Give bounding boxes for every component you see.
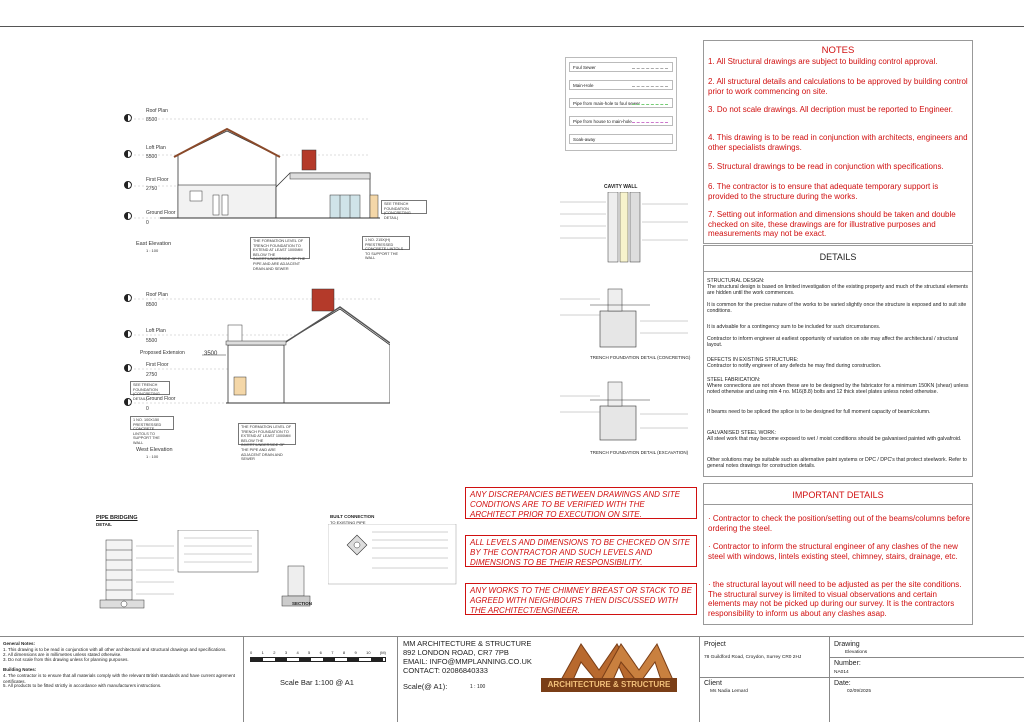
detail-title: CAVITY WALL [604,184,638,190]
details-paragraph: STRUCTURAL DESIGN: The structural design is based on limited investigation of the existing property and much of the structural elements are hidden until the work commences. [707,278,968,297]
elevation-title: West Elevation [136,447,173,453]
company-contact: CONTACT: 02086840333 [403,666,488,675]
callout-note: 1 NO. 100X150 PRESTRESSED CONCRETE LINTOLS TO SUPPORT THE WALL [130,416,174,430]
level-value: 0 [146,220,149,226]
level-name: Ground Floor [146,210,176,216]
note-item: 4. This drawing is to be read in conjunction with architects, engineers and other specialists drawings. [708,133,968,152]
scale-bar [250,650,386,662]
general-note: 3. Do not scale from this drawing unless for planning purposes. [3,657,129,662]
divider [243,636,244,722]
east-elevation-drawing [130,105,390,245]
details-paragraph: If beams need to be spliced the splice is to be designed for full moment capacity of beam/column. [707,409,931,415]
legend-item: Main-Hole [569,80,673,90]
project-label: Project [704,641,726,648]
level-value: 0 [146,406,149,412]
number-value: NA014 [834,670,849,675]
legend-item: Soak-away [569,134,673,144]
callout-note: SEE TRENCH FOUNDATION (CONCRETING DETAIL) [381,200,427,214]
section-label: SECTION [292,601,313,606]
elevation-scale: 1 : 100 [146,454,159,459]
details-panel [703,245,973,477]
legend-item: Pipe from main-hole to foul sewer [569,98,673,108]
date-label: Date: [834,680,851,687]
legend-item: Pipe from house to main-hole [569,116,673,126]
cavity-wall-drawing [560,192,690,264]
note-item: 2. All structural details and calculations to be approved by building control prior to work commencing on site. [708,77,968,96]
divider [699,636,700,722]
notes-title: NOTES [821,45,855,56]
detail-title: PIPE BRIDGING [96,515,138,521]
divider [829,677,1024,678]
level-value: 5500 [146,154,158,160]
company-logo [541,640,677,694]
number-label: Number: [834,660,861,667]
level-value: 5500 [146,338,158,344]
important-item: · Contractor to check the position/setting out of the beams/columns before ordering the steel. [708,514,970,533]
details-paragraph: Other solutions may be suitable such as alternative paint systems or DPC / DPC's that protect steelwork. Refer to general notes drawings for construction details. [707,457,967,470]
general-notes-title: General Notes: [3,641,36,646]
details-paragraph: It is common for the precise nature of the works to be varied slightly once the structure is exposed and to suit site conditions. [707,302,967,315]
detail-caption: TRENCH FOUNDATION DETAIL (CONCRETING) [590,355,691,360]
notes-panel [703,40,973,244]
details-paragraph: Contractor to inform engineer at earliest opportunity of variation on site may affect the architectural / structural layout. [707,336,959,349]
important-title: IMPORTANT DETAILS [792,490,884,500]
details-paragraph: DEFECTS IN EXISTING STRUCTURE: Contractor to notify engineer of any defects he may find during construction. [707,357,882,370]
built-connection-drawing [328,524,458,586]
building-notes-title: Building Notes: [3,667,37,672]
company-name: MM ARCHITECTURE & STRUCTURE [403,639,532,648]
important-item: · the structural layout will need to be adjusted as per the site conditions. The structural survey is limited to visual observations and certain elements may not be picked up during our survey. It is the contractors responsibility to inform us about any clashes asap. [708,580,962,618]
note-item: 7. Setting out information and dimensions should be taken and double checked on site, these drawings are for illustrative purposes and measurements may not be exact. [708,210,956,238]
important-details-panel [703,483,973,625]
details-paragraph: STEEL FABRICATION: Where connections are not shown these are to be designed by the fabricator for a minimum 150KN (shear) unless noted otherwise and using min 4 no. M16(8.8) bolts and 12 thick steel plates unless noted otherwise. [707,377,969,396]
level-name: Roof Plan [146,108,168,114]
details-paragraph: GALVANISED STEEL WORK: All steel work that may become exposed to wet / moist conditions should be galvanised painted with galvafroid. [707,430,962,443]
level-name: Loft Plan [146,145,166,151]
detail-title: BUILT CONNECTION [330,514,375,519]
detail-subtitle: DETAIL [96,522,112,527]
note-item: 6. The contractor is to ensure that adequate temporary support is provided to the structure during the works. [708,182,939,201]
divider [699,677,829,678]
pipe-bridging-drawing [96,530,316,615]
west-elevation-drawing [130,285,390,430]
elevation-title: East Elevation [136,241,172,247]
general-note: 2. All dimensions are in millimetres unless stated otherwise. [3,652,122,657]
building-note: 4. The contractor is to ensure that all materials comply with the relevant British standards and have current agrement certificates. [3,673,236,684]
details-paragraph: It is advisable for a contingency sum to be included for such circumstances. [707,324,881,330]
callout-note: SEE TRENCH FOUNDATION (CONCRETING DETAIL) [130,381,170,395]
level-name: Roof Plan [146,292,168,298]
building-note: 5. All products to be fitted strictly in accordance with manufacturers instructions. [3,683,162,688]
legend-item: Foul Sewer [569,62,673,72]
project-value: 78 Guildford Road, Croydon, Surrey CR0 2HJ [704,655,802,660]
level-name: Loft Plan [146,328,166,334]
callout-note: 1 NO. 215X(H) PRESTRESSED CONCRETE LINTOLS TO SUPPORT THE WALL [362,236,410,250]
warning-note: ANY WORKS TO THE CHIMNEY BREAST OR STACK TO BE AGREED WITH NEIGHBOURS THEN DISCUSSED WITH THE ARCHITECT/ENGINEER. [465,583,697,615]
proposed-extension-label: Proposed Extension [140,350,185,356]
scale-numbers: 0 1 2 3 4 5 6 7 8 9 10 (M) [250,650,386,655]
trench-concreting-drawing [560,285,690,355]
divider [397,636,398,722]
level-value: 8500 [146,302,158,308]
note-item: 3. Do not scale drawings. All decription must be reported to Engineer. [708,105,954,114]
detail-caption: TRENCH FOUNDATION DETAIL (EXCAVATION) [590,450,689,455]
detail-subtitle: TO EXISTING PIPE [330,520,366,525]
level-name: Ground Floor [146,396,176,402]
company-address: 892 LONDON ROAD, CR7 7PB [403,648,509,657]
mm-logo-icon [541,640,677,682]
warning-note: ALL LEVELS AND DIMENSIONS TO BE CHECKED ON SITE BY THE CONTRACTOR AND SUCH LEVELS AND DIMENSIONS TO BE THEIR RESPONSIBILITY. [465,535,697,567]
client-value: Ms Nadia Lemard [710,689,748,694]
note-item: 5. Structural drawings to be read in conjunction with specifications. [708,162,944,171]
divider [704,271,972,272]
callout-note: THE FORMATION LEVEL OF TRENCH FOUNDATION TO EXTEND AT LEAST 1000MM BELOW THE INVERT/UNDERSIDE OF THE PIPE AND ARE ADJACENT DRAIN AND SEWER [250,237,310,259]
client-label: Client [704,680,722,687]
trench-excavation-drawing [560,378,690,448]
drainage-legend [565,57,677,151]
scale-label: Scale(@ A1): [403,682,448,691]
level-name: First Floor [146,177,169,183]
divider [829,636,830,722]
logo-text: ARCHITECTURE & STRUCTURE [541,678,677,692]
scale-bar-graphic [250,657,386,662]
frame-top [0,26,1024,27]
drawing-label: Drawing [834,641,860,648]
note-item: 1. All Structural drawings are subject to building control approval. [708,57,938,66]
scale-bar-label: Scale Bar 1:100 @ A1 [280,678,354,687]
level-name: First Floor [146,362,169,368]
frame-bottom-line [0,636,1024,637]
divider [704,504,972,505]
drawing-value: Elevations [845,650,868,655]
date-value: 02/09/2025 [847,689,872,694]
callout-note: THE FORMATION LEVEL OF TRENCH FOUNDATION TO EXTEND AT LEAST 1000MM BELOW THE INVERT/UNDERSIDE OF THE PIPE AND ARE ADJACENT DRAIN AND SEWER [238,423,296,445]
divider [829,657,1024,658]
extension-dimension: 3500 [204,351,218,357]
level-value: 8500 [146,117,158,123]
warning-note: ANY DISCREPANCIES BETWEEN DRAWINGS AND SITE CONDITIONS ARE TO BE VERIFIED WITH THE ARCHITECT PRIOR TO EXECUTION ON SITE. [465,487,697,519]
company-email: EMAIL: INFO@MMPLANNING.CO.UK [403,657,532,666]
elevation-scale: 1 : 100 [146,248,159,253]
important-item: · Contractor to inform the structural engineer of any clashes of the new steel with windows, lintels existing steel, chimney, stairs, drainage, etc. [708,542,958,561]
scale-value: 1 : 100 [470,684,486,690]
general-note: 1. This drawing is to be read in conjunction with all other architectural and structural drawings and specifications. [3,647,227,652]
details-title: DETAILS [819,252,857,262]
level-value: 2750 [146,372,158,378]
level-value: 2750 [146,186,158,192]
